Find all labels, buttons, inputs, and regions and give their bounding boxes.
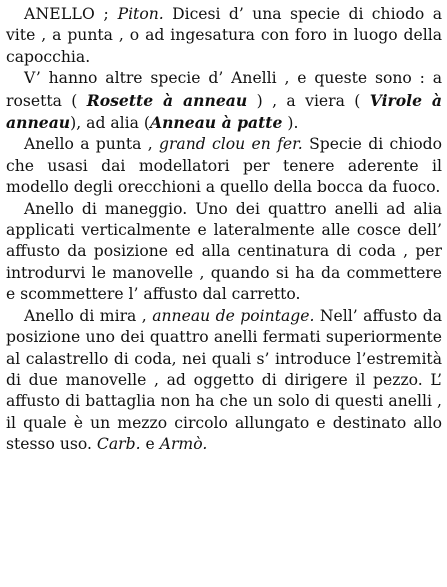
text-run: Anneau à patte <box>150 113 283 133</box>
text-run: Virole à anneau <box>6 90 442 133</box>
text-run: Specie di chiodo che usasi dai modellatori per tenere aderente il modello degli orecchioni a quello della bocca da fuoco. <box>6 135 442 197</box>
text-run: ), ad alia ( <box>70 114 150 133</box>
text-run: V’ hanno altre specie d’ Anelli , e queste sono : a rosetta ( <box>6 69 442 110</box>
text-run: Dicesi d’ una specie di chiodo a vite , a punta , o ad ingesatura con foro in luogo della capocchia. <box>6 5 442 66</box>
entry-anello-di-maneggio <box>6 199 442 306</box>
text-run: ). <box>282 114 299 133</box>
text-run: Rosette à anneau <box>86 90 248 110</box>
text-run: Nell’ affusto da posizione uno dei quattro anelli fermati superiormente al calastrello di coda, nei quali s’ introduce l’estremità di due manovelle , ad oggetto di dirigere il pezzo. L’ affusto di battaglia non ha che un solo di questi anelli , il quale è un mezzo circolo allungato e destinato allo stesso uso. <box>6 306 442 454</box>
text-run: anneau de pointage. <box>152 306 315 325</box>
entry-anello-di-mira <box>6 306 442 456</box>
text-run: e <box>140 435 160 454</box>
text-run: Carb. <box>96 435 141 454</box>
text-run: ) , a viera ( <box>247 91 370 110</box>
text-run: Anello di maneggio. Uno dei quattro anelli ad alia applicati verticalmente e lateralmente alle cosce dell’ affusto da posizione ed alla centinatura di coda , per introdurvi le manovelle , quando si ha da commettere e scommettere l’ affusto dal carretto. <box>6 199 442 304</box>
entry-anello-a-punta <box>6 134 442 198</box>
text-run: Anello a punta , <box>24 135 159 154</box>
text-run: Armò. <box>159 435 208 454</box>
text-run: grand clou en fer. <box>158 135 303 154</box>
text-run: Anello di mira , <box>24 306 153 325</box>
text-run: ANELLO ; <box>24 5 118 23</box>
entry-anello <box>6 4 442 68</box>
entry-anello-specie <box>6 68 442 134</box>
text-run: Piton. <box>117 5 164 23</box>
